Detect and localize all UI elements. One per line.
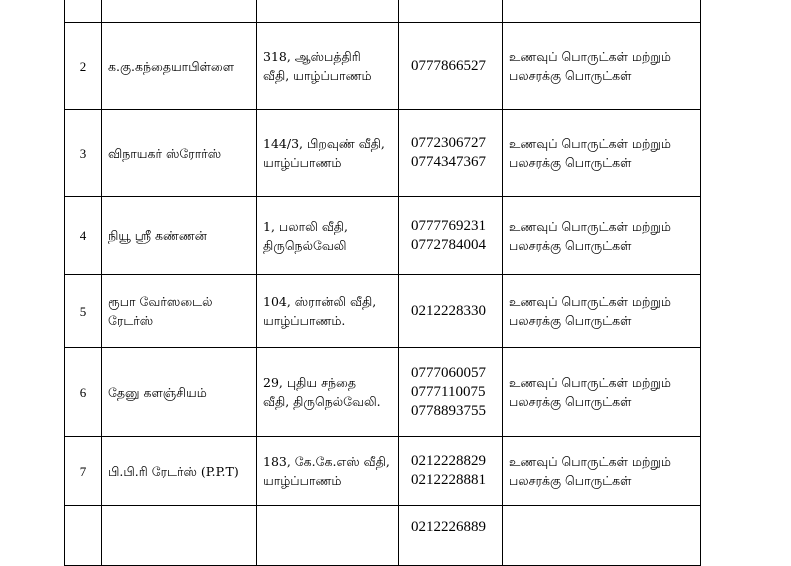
shop-phones xyxy=(399,23,503,110)
shop-name-line: க.கு.கந்தையாபிள்ளை xyxy=(108,58,235,74)
shop-address xyxy=(257,437,399,506)
shop-phones xyxy=(399,348,503,437)
shop-address xyxy=(257,275,399,348)
category-line: பலசரக்கு பொருட்கள் xyxy=(509,473,632,488)
address-line: 29, புதிய சந்தை xyxy=(263,375,356,390)
phone-number: 0772306727 xyxy=(411,135,486,151)
shop-name xyxy=(102,506,257,566)
table-row xyxy=(65,0,701,23)
shop-address xyxy=(257,348,399,437)
shop-name xyxy=(102,348,257,437)
category-line: உணவுப் பொருட்கள் மற்றும் xyxy=(509,454,671,469)
address-line: வீதி, யாழ்ப்பாணம் xyxy=(263,68,372,83)
row-number xyxy=(65,0,102,23)
shop-address xyxy=(257,197,399,275)
category-line: உணவுப் பொருட்கள் மற்றும் xyxy=(509,294,671,309)
shop-name-line: பி.பி.ரி ரேடர்ஸ் (P.P.T) xyxy=(108,463,239,479)
address-line: யாழ்ப்பாணம். xyxy=(263,313,346,328)
shop-name-line: ரேடர்ஸ் xyxy=(108,313,154,328)
shop-category xyxy=(503,348,701,437)
address-line: யாழ்ப்பாணம் xyxy=(263,473,342,488)
shop-address xyxy=(257,110,399,197)
phone-number: 0212226889 xyxy=(411,519,486,535)
shop-category xyxy=(503,506,701,566)
address-line: 1, பலாலி வீதி, xyxy=(263,218,348,234)
shop-name xyxy=(102,275,257,348)
table-row xyxy=(65,110,701,197)
shop-phones xyxy=(399,110,503,197)
table-row xyxy=(65,348,701,437)
shop-phones xyxy=(399,0,503,23)
phone-number: 0777110075 xyxy=(411,383,486,400)
shop-name-line: நியூ ஸ்ரீ கண்ணன் xyxy=(108,228,207,243)
shop-phones xyxy=(399,275,503,348)
table-body xyxy=(65,0,701,566)
category-line: உணவுப் பொருட்கள் மற்றும் xyxy=(509,375,671,390)
shop-phones xyxy=(399,506,503,566)
shop-address xyxy=(257,23,399,110)
shop-phones xyxy=(399,437,503,506)
phone-number: 0774347367 xyxy=(411,154,486,170)
shop-name-line: தேனு களஞ்சியம் xyxy=(108,384,207,400)
address-line: திருநெல்வேலி xyxy=(263,237,347,253)
shop-name-line: ரூபா வேர்ஸடைல் xyxy=(108,294,213,309)
address-line: வீதி, திருநெல்வேலி. xyxy=(263,394,381,409)
category-line: பலசரக்கு பொருட்கள் xyxy=(509,237,632,253)
shop-name xyxy=(102,0,257,23)
address-line: யாழ்ப்பாணம் xyxy=(263,155,342,170)
row-number: 6 xyxy=(65,348,102,437)
category-line: உணவுப் பொருட்கள் மற்றும் xyxy=(509,49,671,64)
shop-address xyxy=(257,0,399,23)
address-line: 144/3, பிறவுண் வீதி, xyxy=(263,136,385,151)
row-number: 3 xyxy=(65,110,102,197)
row-number: 5 xyxy=(65,275,102,348)
phone-number: 0777866527 xyxy=(411,57,486,74)
phone-number: 0212228881 xyxy=(411,472,486,488)
address-line: 318, ஆஸ்பத்திரி xyxy=(263,49,361,64)
category-line: உணவுப் பொருட்கள் மற்றும் xyxy=(509,136,671,151)
table-row xyxy=(65,197,701,275)
shop-category xyxy=(503,0,701,23)
row-number: 4 xyxy=(65,197,102,275)
category-line: பலசரக்கு பொருட்கள் xyxy=(509,68,632,83)
shop-phones xyxy=(399,197,503,275)
category-line: பலசரக்கு பொருட்கள் xyxy=(509,155,632,170)
phone-number: 0778893755 xyxy=(411,402,486,419)
category-line: பலசரக்கு பொருட்கள் xyxy=(509,394,632,409)
shop-name xyxy=(102,437,257,506)
shop-category xyxy=(503,197,701,275)
phone-number: 0777060057 xyxy=(411,364,486,381)
category-line: பலசரக்கு பொருட்கள் xyxy=(509,313,632,328)
phone-number: 0772784004 xyxy=(411,236,486,253)
table-row xyxy=(65,275,701,348)
phone-number: 0212228330 xyxy=(411,302,486,319)
shop-name xyxy=(102,110,257,197)
shop-name xyxy=(102,23,257,110)
shop-address xyxy=(257,506,399,566)
shop-category xyxy=(503,23,701,110)
shop-directory-table xyxy=(64,0,701,566)
table-row xyxy=(65,506,701,566)
shop-name xyxy=(102,197,257,275)
shop-name-line: விநாயகர் ஸ்ரோர்ஸ் xyxy=(108,145,222,161)
address-line: 104, ஸ்ரான்லி வீதி, xyxy=(263,294,377,309)
table-row xyxy=(65,23,701,110)
row-number: 2 xyxy=(65,23,102,110)
shop-category xyxy=(503,437,701,506)
table-row xyxy=(65,437,701,506)
row-number: 7 xyxy=(65,437,102,506)
address-line: 183, கே.கே.எஸ் வீதி, xyxy=(263,454,390,469)
row-number xyxy=(65,506,102,566)
shop-category xyxy=(503,275,701,348)
phone-number: 0212228829 xyxy=(411,453,486,469)
shop-category xyxy=(503,110,701,197)
phone-number: 0777769231 xyxy=(411,217,486,234)
category-line: உணவுப் பொருட்கள் மற்றும் xyxy=(509,218,671,234)
